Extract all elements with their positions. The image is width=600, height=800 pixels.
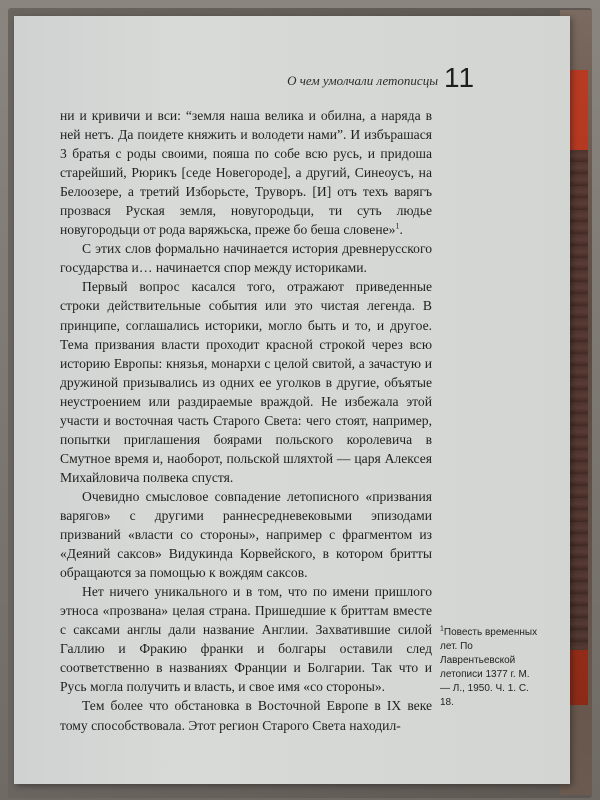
paragraph: Первый вопрос касался того, отражают приведенные строки действительные события или это чистая легенда. В принципе, соглашались историки, могло быть и то, и другое. Тема призвания власти проходит красной строкой через всю историю Европы: князья, монархи с целой свитой, а зачастую и дружиной призывались из одних ее уголков в другие, объятые неустроением или раздираемые враждой. Не избежала этой участи и восточная часть Старого Света: чего стоят, например, попытки приглашения боярами польского королевича в Смутное время и, наоборот, польской шляхтой — царя Алексея Михайловича полвека спустя. [60, 279, 432, 485]
paragraph-text: ни и кривичи и вси: “земля наша велика и обилна, а наряда в ней нетъ. Да поидете княжить и володети нами”. И избърашася 3 братья с роды своими, пояша по собе всю русь, и придоша старейший, Рюрикъ [седе Новегороде], а другий, Синеоусъ, на Белоозере, а третий Изборьсте, Труворъ. [И] отъ техъ варягъ прозвася Руская земля, новугородьци, ти суть людье новугородьци от рода варяжьска, преже бо беша словене» [60, 108, 432, 238]
footnote [440, 626, 540, 710]
main-text [60, 106, 432, 735]
running-title: О чем умолчали летописцы [287, 73, 438, 88]
footnote-text: Повесть временных лет. По Лаврентьевской летописи 1377 г. М. — Л., 1950. Ч. 1. С. 18. [440, 627, 538, 708]
paragraph: Очевидно смысловое совпадение летописного «призвания варягов» с другими раннесредневековыми эпизодами призваний «власти со стороны», например с фрагментом из «Деяний саксов» Видукинда Корвейского, в котором бритты обращаются за помощью к вождям саксов. [60, 488, 432, 581]
paragraph: Тем более что обстановка в Восточной Европе в IX веке тому способствовала. Этот регион Старого Света находил- [60, 698, 432, 733]
paragraph: ни и кривичи и вси: “земля наша велика и обилна, а наряда в ней нетъ. Да поидете княжить и володети нами”. И избърашася 3 братья с роды своими, пояша по собе всю русь, и придоша старейший, Рюрикъ [седе Новегороде], а другий, Синеоусъ, на Белоозере, а третий Изборьсте, Труворъ. [И] отъ техъ варягъ прозвася Руская земля, новугородьци, ти суть людье новугородьци от рода варяжьска, преже бо беша словене»$^1$. [60, 108, 432, 238]
footnote-reference: 1 [395, 221, 400, 231]
paragraph: Нет ничего уникального и в том, что по имени пришлого этноса «прозвана» целая страна. Пришедшие к бриттам вместе с саксами англы дали название Англии. Захватившие силой Галлию и Фракию франки и болгары оставили след соответственно в названиях Франции и Болгарии. Так что и Русь могла получить и власть, и свое имя «со стороны». [60, 584, 432, 695]
paragraph: С этих слов формально начинается история древнерусского государства и… начинается спор между историками. [60, 241, 432, 276]
footnote-marker: 1 [440, 625, 444, 633]
page-number: 11 [444, 62, 476, 93]
